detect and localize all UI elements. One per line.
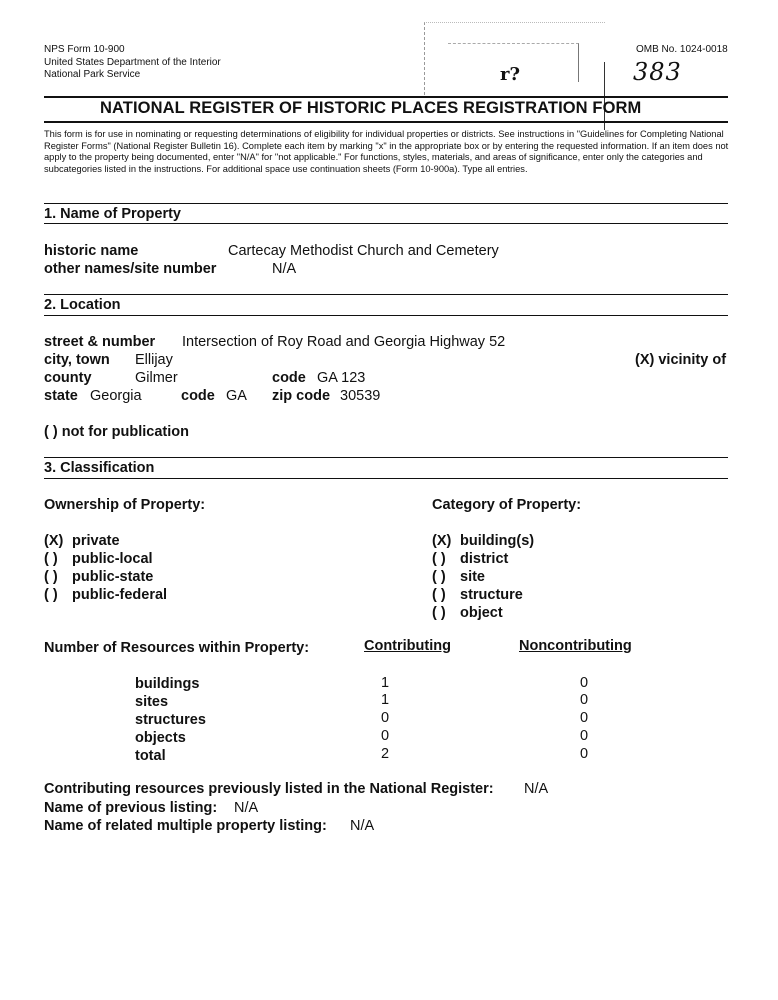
stamp-mark: r? [500, 64, 521, 85]
form-title: NATIONAL REGISTER OF HISTORIC PLACES REGISTRATION FORM [100, 99, 642, 117]
resource-label: buildings [135, 676, 200, 692]
previous-listing-value: N/A [234, 800, 259, 816]
category-mark: ( ) [432, 605, 446, 621]
section1-heading: 1. Name of Property [44, 206, 181, 222]
county-value: Gilmer [135, 370, 178, 386]
category-heading: Category of Property: [432, 497, 582, 513]
resource-label: structures [135, 712, 206, 728]
section2-top-rule [44, 294, 728, 295]
not-for-publication: ( ) not for publication [44, 424, 189, 440]
section3-top-rule [44, 457, 728, 458]
zip-value: 30539 [340, 388, 381, 404]
contributing-heading: Contributing [364, 638, 451, 654]
county-code-label: code [272, 370, 306, 386]
resource-contributing: 2 [380, 746, 390, 762]
section1-top-rule [44, 203, 728, 204]
category-mark: (X) [432, 533, 452, 549]
department-name: United States Department of the Interior [44, 57, 221, 68]
service-name: National Park Service [44, 69, 141, 80]
section2-heading: 2. Location [44, 297, 121, 313]
resource-noncontributing: 0 [579, 692, 589, 708]
resource-noncontributing: 0 [579, 746, 589, 762]
resource-contributing: 0 [380, 710, 390, 726]
category-label: object [460, 605, 503, 621]
section1-bottom-rule [44, 223, 728, 224]
category-mark: ( ) [432, 551, 446, 567]
resource-contributing: 1 [380, 692, 390, 708]
state-code-label: code [181, 388, 215, 404]
category-label: structure [460, 587, 523, 603]
noncontributing-heading: Noncontributing [519, 638, 632, 654]
state-value: Georgia [90, 388, 142, 404]
section3-bottom-rule [44, 478, 728, 479]
previously-listed-value: N/A [524, 781, 549, 797]
handwritten-number: 383 [633, 58, 682, 86]
city-value: Ellijay [135, 352, 173, 368]
resource-contributing: 1 [380, 675, 390, 691]
category-label: site [460, 569, 485, 585]
category-label: building(s) [460, 533, 535, 549]
resource-label: total [135, 748, 166, 764]
previously-listed-label: Contributing resources previously listed in the National Register: [44, 781, 494, 797]
street-value: Intersection of Roy Road and Georgia Highway 52 [182, 334, 506, 350]
ownership-mark: (X) [44, 533, 64, 549]
ownership-heading: Ownership of Property: [44, 497, 206, 513]
resource-label: sites [135, 694, 169, 710]
omb-number: OMB No. 1024-0018 [636, 44, 728, 55]
section2-bottom-rule [44, 315, 728, 316]
category-label: district [460, 551, 509, 567]
resource-noncontributing: 0 [579, 710, 589, 726]
section3-heading: 3. Classification [44, 460, 155, 476]
category-mark: ( ) [432, 569, 446, 585]
zip-label: zip code [272, 388, 331, 404]
historic-name-value: Cartecay Methodist Church and Cemetery [228, 243, 499, 259]
ownership-mark: ( ) [44, 587, 58, 603]
instructions-text: This form is for use in nominating or requesting determinations of eligibility for individual properties or districts. See instructions in "Guidelines for Completing National Register Forms" (National Register Bulletin 16). Complete each item by marking "x" in the appropriate box or by entering the requested information. If an item does not apply to the property being documented, enter "N/A" for "not applicable." For functions, styles, materials, and areas of significance, enter only the categories and subcategories listed in the instructions. For additional space use continuation sheets (Form 10-900a). Type all entries. [44, 129, 729, 175]
ownership-label: public-state [72, 569, 154, 585]
ownership-mark: ( ) [44, 569, 58, 585]
category-mark: ( ) [432, 587, 446, 603]
resources-heading: Number of Resources within Property: [44, 640, 310, 656]
ownership-label: public-federal [72, 587, 168, 603]
related-mpl-label: Name of related multiple property listing: [44, 818, 327, 834]
title-top-rule [44, 96, 728, 98]
city-label: city, town [44, 352, 110, 368]
ownership-label: public-local [72, 551, 153, 567]
county-code-value: GA 123 [317, 370, 366, 386]
resource-label: objects [135, 730, 186, 746]
vicinity-checkbox: (X) vicinity of [635, 352, 727, 368]
previous-listing-label: Name of previous listing: [44, 800, 218, 816]
other-names-value: N/A [272, 261, 297, 277]
title-bottom-rule [44, 121, 728, 123]
resource-noncontributing: 0 [579, 675, 589, 691]
historic-name-label: historic name [44, 243, 139, 259]
other-names-label: other names/site number [44, 261, 217, 277]
related-mpl-value: N/A [350, 818, 375, 834]
street-label: street & number [44, 334, 156, 350]
resource-noncontributing: 0 [579, 728, 589, 744]
form-number: NPS Form 10-900 [44, 44, 125, 55]
county-label: county [44, 370, 92, 386]
resource-contributing: 0 [380, 728, 390, 744]
state-code-value: GA [226, 388, 247, 404]
ownership-mark: ( ) [44, 551, 58, 567]
ownership-label: private [72, 533, 120, 549]
state-label: state [44, 388, 78, 404]
